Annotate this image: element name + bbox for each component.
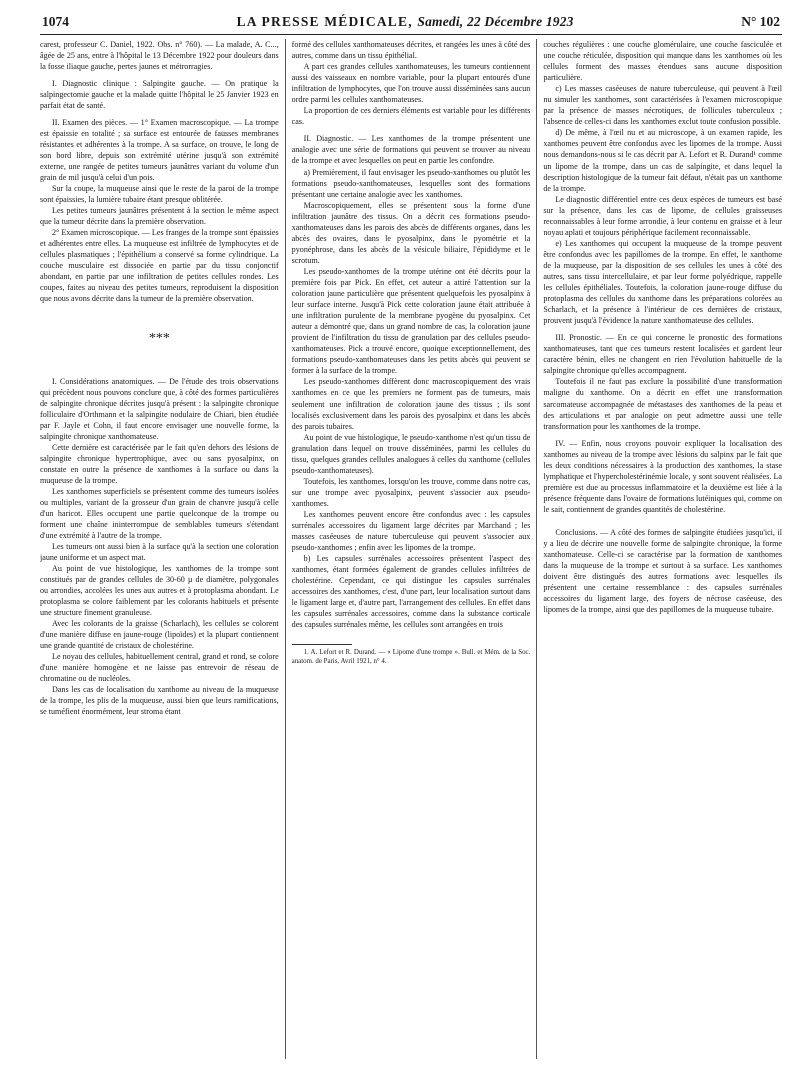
paragraph: La proportion de ces derniers éléments est variable pour les différents cas. [291,106,531,127]
paragraph: a) Premièrement, il faut envisager les pseudo-xanthomes ou plutôt les formations pseudo-xanthomateuses, lesquelles sont des formations présentant une certaine analogie avec les xanthomes. [291,167,531,199]
journal-title: LA PRESSE MÉDICALE, [236,14,413,29]
paragraph: Au point de vue histologique, les xanthomes de la trompe sont constitués par de grandes cellules de 30-60 µ de diamètre, polygonales ou arrondies, accolées les unes aux autres et à protoplasma abondant. Le protoplasma se colore faiblement par les colorants habituels et présente une structure finement granuleuse. [40,564,279,617]
paragraph: IV. — Enfin, nous croyons pouvoir expliquer la localisation des xanthomes au niveau de la trompe avec lésions du salpinx par le fait que les deux conditions nécessaires à la production des xanthomes, la stase lymphatique et l'hypercholestérinémie locale, y sont souvent réalisées. La première est due au processus inflammatoire et la deuxième est liée à la présence fréquente dans l'ovaire de formations lutéiniques qui, comme on le sait, contiennent de grandes quantités de cholestérine. [543,438,783,514]
page-number: 1074 [42,14,69,29]
section-stars: *** [148,331,170,346]
paragraph: Les pseudo-xanthomes diffèrent donc macroscopiquement des vrais xanthomes en ce que les premiers ne forment pas de tumeurs, mais seulement une infiltration de coloration jaune des tissus ; ils sont localisés exclusivement dans les parois des pyosalpinx et dans les abcès des parois tubaires. [291,377,531,431]
paragraph: couches régulières : une couche glomérulaire, une couche fasciculée et une couche réticulée, disposition qui manque dans les xanthomes où les cellules forment des masses étendues sans aucune disposition particulière. [543,40,783,83]
paragraph: Conclusions. — A côté des formes de salpingite étudiées jusqu'ici, il y a lieu de décrire une nouvelle forme de salpingite chronique, la forme xanthomateuse. Celle-ci se caractérise par la formation de xanthomes dans la muqueuse de la trompe et surtout à sa surface. Les xanthomes doivent être distingués des autres formations avec lesquelles ils présentent une certaine ressemblance : des capsules surrénales accessoires du ligament large, des foyers de nécrose caséeuse, des lipomes de la trompe, ainsi que des papillomes de la muqueuse tubaire. [543,527,783,615]
paragraph: e) Les xanthomes qui occupent la muqueuse de la trompe peuvent être confondus avec les papillomes de la trompe. En effet, le xanthome de la muqueuse, par la disposition de ses cellules les unes à côté des autres, sans tissu intercellulaire, et par leur forme polyédrique, rappelle les cellules épithéliales. Toutefois, la coloration jaune-rouge diffuse du protoplasma des cellules du xanthome dans les préparations colorées au Scharlach, et la présence à l'intérieur de ces dernières de cristaux, prouvent jusqu'à l'évidence la nature xanthomateuse des cellules. [543,238,783,326]
paragraph: Les xanthomes peuvent encore être confondus avec : les capsules surrénales accessoires du ligament large décrites par Marchand ; les masses caséeuses de nature tuberculeuse qui peuvent s'associer aux pseudo-xanthomes ; enfin avec les lipomes de la trompe. [291,509,531,553]
page-header [40,14,782,34]
paragraph: Les petites tumeurs jaunâtres présentent à la section le même aspect que la tumeur décrite dans la première observation. [40,206,279,226]
paragraph: carest, professeur C. Daniel, 1922. Obs. n° 760). — La malade, A. C..., âgée de 25 ans, entre à l'hôpital le 13 Décembre 1922 pour douleurs dans la fosse iliaque gauche, pertes jaunes et métrorragies. [40,40,279,71]
paragraph: II. Examen des pièces. — 1° Examen macroscopique. — La trompe est épaissie en totalité ; sa surface est entourée de fausses membranes résistantes et adhérentes à la trompe. A sa surface, on trouve, le long de son bord libre, depuis son extrémité utérine jusqu'à son extrémité externe, une rangée de petites tumeurs jaunâtres variant du volume d'un grain de mil jusqu'à celui d'un pois. [40,118,279,182]
journal-header [237,14,574,30]
paragraph: Cette dernière est caractérisée par le fait qu'en dehors des lésions de salpingite chronique hypertrophique, avec ou sans pyosalpinx, on constate en outre la présence de xanthomes à la surface ou dans la muqueuse de la trompe. [40,443,279,485]
footnote-rule [292,644,352,645]
paragraph: Le noyau des cellules, habituellement central, grand et rond, se colore d'une manière homogène et ne laisse pas entrevoir de réseau de chromatine ou de nucléoles. [40,652,279,683]
column-middle [285,39,531,1059]
paragraph: Le diagnostic différentiel entre ces deux espèces de tumeurs est basé sur la présence, dans les cas de lipome, de cellules graisseuses reconnaissables à leur forme arrondie, à leur contenu en graisse et à leur noyau aplati et toujours périphérique facilement reconnaissable. [543,194,783,237]
paragraph: Macroscopiquement, elles se présentent sous la forme d'une infiltration jaunâtre des tissus. On a décrit ces formations pseudo-xanthomateuses dans les parois des abcès de différents organes, dans les abcès des ovaires, dans le pyosalpinx, dans le pyométrie et la pyonéphrose, dans les abcès de la vésicule biliaire, l'épididyme et le scrotum. [291,200,531,265]
paragraph: Les tumeurs ont aussi bien à la surface qu'à la section une coloration jaune uniforme et un aspect mat. [40,542,279,562]
paragraph: A part ces grandes cellules xanthomateuses, les tumeurs contiennent aussi des vaisseaux en nombre variable, pour la plupart entourés d'une infiltration de lymphocytes, que l'on trouve aussi disséminées sans aucun ordre parmi les cellules xanthomateuses. [291,62,531,105]
paragraph: I. Diagnostic clinique : Salpingite gauche. — On pratique la salpingectomie gauche et la malade quitte l'hôpital le 25 Janvier 1923 en parfait état de santé. [40,79,279,110]
paragraph: Dans les cas de localisation du xanthome au niveau de la muqueuse de la trompe, les plis de la muqueuse, aussi bien que leurs ramifications, se tuméfient énormément, leur stroma étant [40,685,279,716]
paragraph: b) Les capsules surrénales accessoires présentent l'aspect des xanthomes, étant formées également de grandes cellules infiltrées de cholestérine. Cependant, ce qui distingue les capsules surrénales accessoires des xanthomes, c'est, d'une part, leur localisation surtout dans le ligament large et, d'autre part, l'arrangement des cellules. En effet dans les capsules surrénales accessoires, comme dans la substance corticale des capsules surrénales même, les cellules sont arrangées en trois [291,554,531,630]
paragraph: Les pseudo-xanthomes de la trompe utérine ont été décrits pour la première fois par Pick. En effet, cet auteur a attiré l'attention sur la coloration jaune particulière que présentent quelquefois les pyosalpinx à leur surface interne. Jusqu'à Pick cette coloration jaune était attribuée à une infiltration purulente de la membrane pyogène du pyosalpinx. Cet auteur a démontré que, dans un grand nombre de cas, la coloration jaune provient de l'infiltration du tissu de granulation par des cellules pseudo-xanthomateuses. Pick a trouvé encore, quoique exceptionnellement, des formations pseudo-xanthomateuses dans les petits abcès qui peuvent se former à la surface de la trompe. [291,266,531,376]
paragraph: 2° Examen microscopique. — Les franges de la trompe sont épaissies et adhérentes entre elles. La muqueuse est infiltrée de lymphocytes et de cellules plasmatiques ; l'épithélium a conservé sa forme cylindrique. La couche musculaire est dissociée en partie par du tissu conjonctif abondant, en partie par une infiltration de petites cellules rondes. Les coupes, faites au niveau des petites tumeurs, reproduisent la disposition que nous avons décrite dans la tumeur de la première observation. [40,228,279,303]
paragraph: Sur la coupe, la muqueuse ainsi que le reste de la paroi de la trompe sont épaissies, la lumière tubaire étant presque oblitérée. [40,184,279,204]
issue-date: Samedi, 22 Décembre 1923 [417,14,574,29]
paragraph: I. Considérations anatomiques. — De l'étude des trois observations qui précèdent nous pouvons conclure que, à côté des formes particulières de salpingite chronique décrites jusqu'à présent : la salpingite chronique folliculaire d'Orthmann et la salpingite nodulaire de Chiari, bien étudiée par F. Jayle et Cohn, il faut encore envisager une nouvelle forme, la salpingite chronique xanthomateuse. [40,377,279,441]
header-rule [40,34,782,35]
column-left [40,39,279,1059]
paragraph: II. Diagnostic. — Les xanthomes de la trompe présentent une analogie avec une série de formations qui peuvent se trouver au niveau de la trompe et avec lesquelles on peut en partie les confondre. [291,134,531,166]
article-columns [40,39,782,1059]
paragraph: III. Pronostic. — En ce qui concerne le pronostic des formations xanthomateuses, tant que ces tumeurs restent localisées et gardent leur caractère bénin, elles ne changent en rien l'évolution habituelle de la salpingite chronique qu'elles accompagnent. [543,333,783,376]
paragraph: Avec les colorants de la graisse (Scharlach), les cellules se colorent d'une manière diffuse en jaune-rouge (lipoïdes) et la plupart contiennent une grande quantité de cristaux de cholestérine. [40,619,279,650]
paragraph: Toutefois il ne faut pas exclure la possibilité d'une transformation maligne du xanthome. On a décrit en effet une transformation sarcomateuse accompagnée de métastases des xanthomes de la peau et des articulations et par analogie on peut admettre aussi une telle transformation pour les xanthomes de la trompe. [543,377,783,431]
footnote: 1. A. Lefort et R. Durand. — « Lipome d'une trompe ». Bull. et Mém. de la Soc. anatom. de Paris, Avril 1921, n° 4. [291,649,531,666]
paragraph: d) De même, à l'œil nu et au microscope, à un examen rapide, les xanthomes peuvent être confondus avec les lipomes de la trompe. Aussi nous demandons-nous si le cas décrit par A. Lefort et R. Durand¹ comme un lipome de la trompe, dans un cas de salpingite, et dans lequel la description histologique de la tumeur fait défaut, n'était pas un xanthome de la trompe. [543,128,783,193]
paragraph: Au point de vue histologique, le pseudo-xanthome n'est qu'un tissu de granulation dans lequel on trouve disséminées, parmi les cellules du tissu, quelques grandes cellules analogues à celles du xanthome (cellules pseudo-xanthomateuses). [291,432,531,475]
paragraph: c) Les masses caséeuses de nature tuberculeuse, qui peuvent à l'œil nu simuler les xanthomes, sont caractérisées à l'examen microscopique par la présence de masses nécrotiques, de follicules tuberculeux ; l'absence de celles-ci dans les xanthomes exclut toute confusion possible. [543,84,783,127]
column-right [536,39,782,1059]
paragraph: formé des cellules xanthomateuses décrites, et rangées les unes à côté des autres, comme dans un tissu épithélial. [291,40,531,61]
paragraph: Toutefois, les xanthomes, lorsqu'on les trouve, comme dans notre cas, sur une trompe avec pyosalpinx, peuvent s'associer aux pseudo-xanthomes. [291,476,531,508]
issue-number: N° 102 [741,14,780,29]
paragraph: Les xanthomes superficiels se présentent comme des tumeurs isolées ou multiples, variant de la grosseur d'un grain de chanvre jusqu'à celle d'un haricot. Elles occupent une partie quelconque de la trompe ou forment une chaîne ininterrompue de semblables tumeurs s'étendant d'une extrémité à l'autre de la trompe. [40,487,279,540]
